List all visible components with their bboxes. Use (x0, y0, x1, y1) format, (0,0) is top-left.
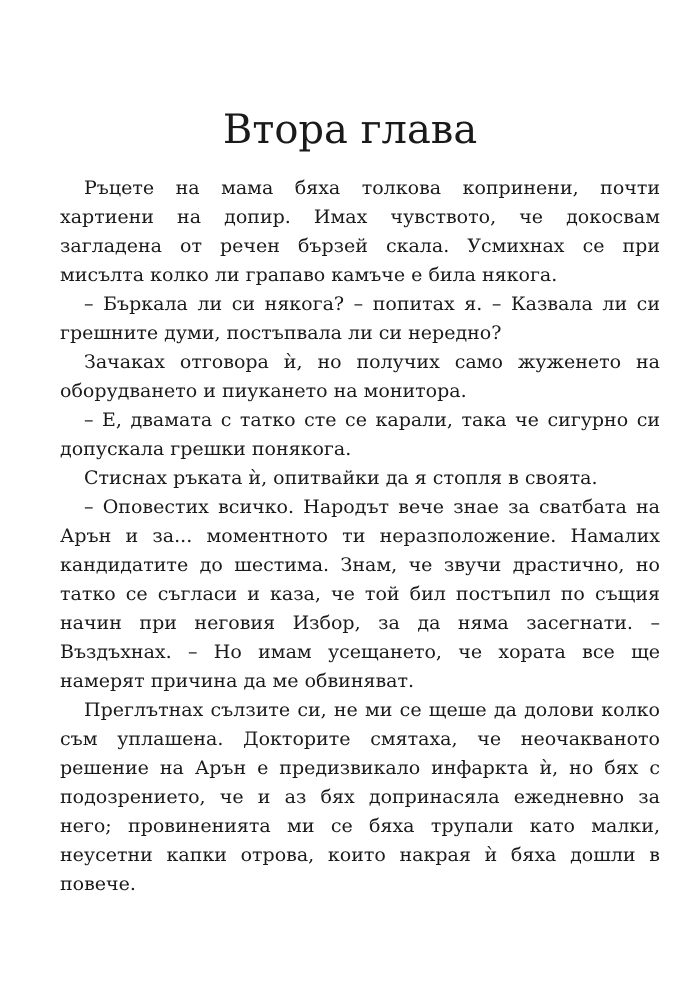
chapter-title: Втора глава (222, 107, 478, 153)
paragraph: – Е, двамата с татко сте се карали, така че сигурно си допускала грешки понякога. (60, 409, 660, 460)
paragraph: Преглътнах сълзите си, не ми се щеше да долови колко съм уплашена. Докторите смятаха, че неочакваното решение на Арън е предизвикало инфаркта ѝ, но бях с подозрението, че и аз бях допринасяла ежедневно за него; провиненията ми се бяха трупали като малки, неусетни капки отрова, които накрая ѝ бяха дошли в повече. (60, 699, 660, 895)
paragraph: Зачаках отговора ѝ, но получих само жуженето на оборудването и пиукането на монитора. (60, 351, 660, 402)
chapter-body (60, 174, 660, 899)
paragraph: – Бъркала ли си някога? – попитах я. – Казвала ли си грешните думи, постъпвала ли си нередно? (60, 293, 660, 344)
paragraph: Ръцете на мама бяха толкова копринени, почти хартиени на допир. Имах чувството, че докосвам загладена от речен бързей скала. Усмихнах се при мисълта колко ли грапаво камъче е била някога. (60, 177, 660, 286)
paragraph: – Оповестих всичко. Народът вече знае за сватбата на Арън и за... моментното ти неразположение. Намалих кандидатите до шестима. Знам, че звучи драстично, но татко се съгласи и каза, че той бил постъпил по същия начин при неговия Избор, за да няма засегнати. – Въздъхнах. – Но имам усещането, че хората все ще намерят причина да ме обвиняват. (60, 496, 660, 692)
paragraph: Стиснах ръката ѝ, опитвайки да я стопля в своята. (84, 467, 598, 489)
